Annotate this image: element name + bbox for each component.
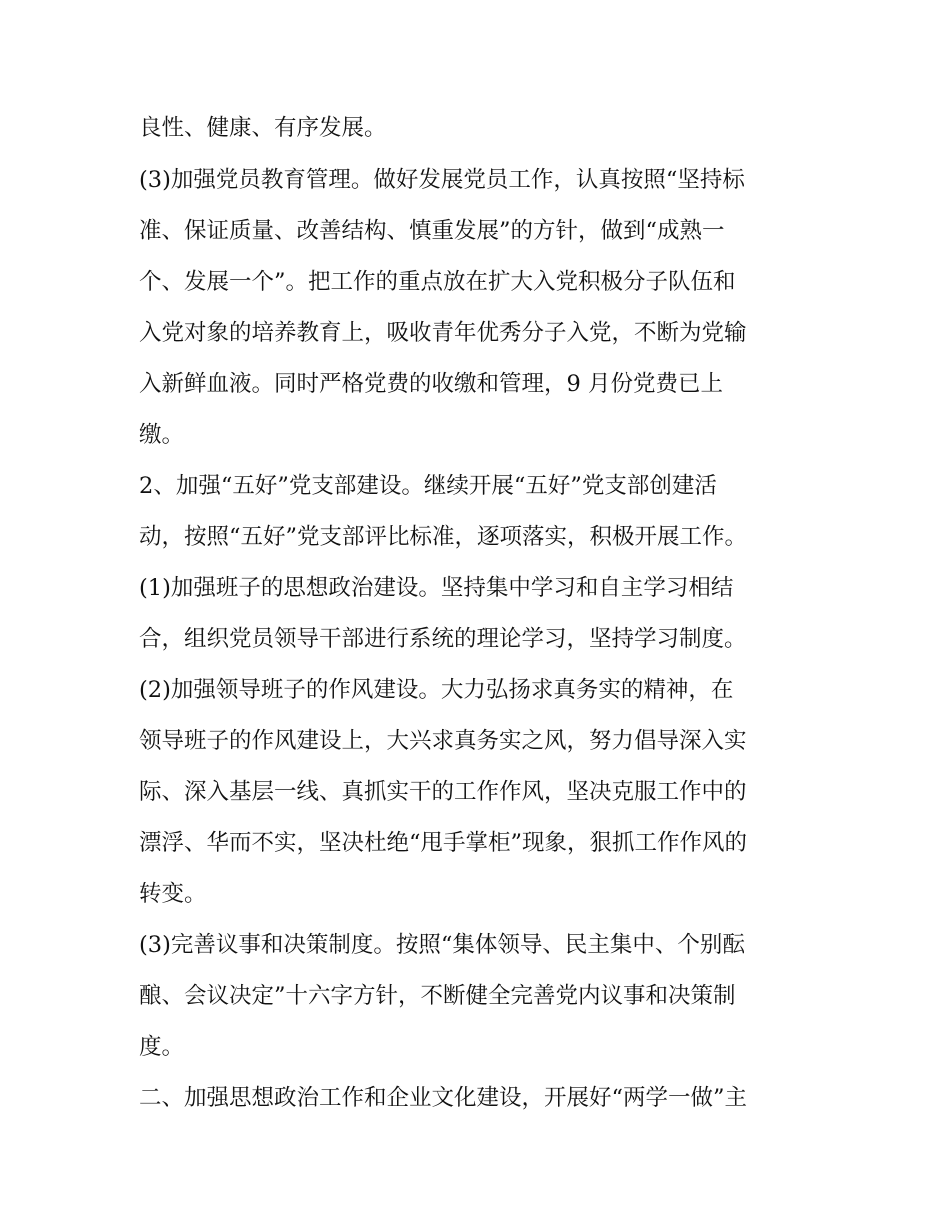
text-line: (2)加强领导班子的作风建设。大力弘扬求真务实的精神，在 (139, 677, 734, 703)
text-line: 缴。 (139, 422, 185, 448)
text-line: 个、发展一个”。把工作的重点放在扩大入党积极分子队伍和 (139, 269, 736, 295)
text-line: 转变。 (139, 881, 207, 907)
text-line: 二、加强思想政治工作和企业文化建设，开展好“两学一做”主 (139, 1085, 748, 1111)
text-line: 2、加强“五好”党支部建设。继续开展“五好”党支部创建活 (139, 473, 717, 499)
text-line: 漂浮、华而不实，坚决杜绝“甩手掌柜”现象，狠抓工作作风的 (139, 830, 748, 856)
text-line: 动，按照“五好”党支部评比标准，逐项落实，积极开展工作。 (139, 524, 748, 550)
text-line: 领导班子的作风建设上，大兴求真务实之风，努力倡导深入实 (139, 728, 747, 754)
text-line: (1)加强班子的思想政治建设。坚持集中学习和自主学习相结 (139, 575, 734, 601)
text-line: 入新鲜血液。同时严格党费的收缴和管理，9 月份党费已上 (139, 371, 723, 397)
text-line: 合，组织党员领导干部进行系统的理论学习，坚持学习制度。 (139, 626, 747, 652)
text-line: (3)完善议事和决策制度。按照“集体领导、民主集中、个别酝 (139, 932, 745, 958)
text-line: 入党对象的培养教育上，吸收青年优秀分子入党，不断为党输 (139, 320, 747, 346)
text-line: 际、深入基层一线、真抓实干的工作作风，坚决克服工作中的 (139, 779, 747, 805)
text-line: 酿、会议决定”十六字方针，不断健全完善党内议事和决策制 (139, 983, 736, 1009)
text-line: (3)加强党员教育管理。做好发展党员工作，认真按照“坚持标 (139, 167, 745, 193)
text-line: 度。 (139, 1034, 185, 1060)
text-line: 良性、健康、有序发展。 (139, 115, 387, 141)
text-line: 准、保证质量、改善结构、慎重发展”的方针，做到“成熟一 (139, 218, 725, 244)
